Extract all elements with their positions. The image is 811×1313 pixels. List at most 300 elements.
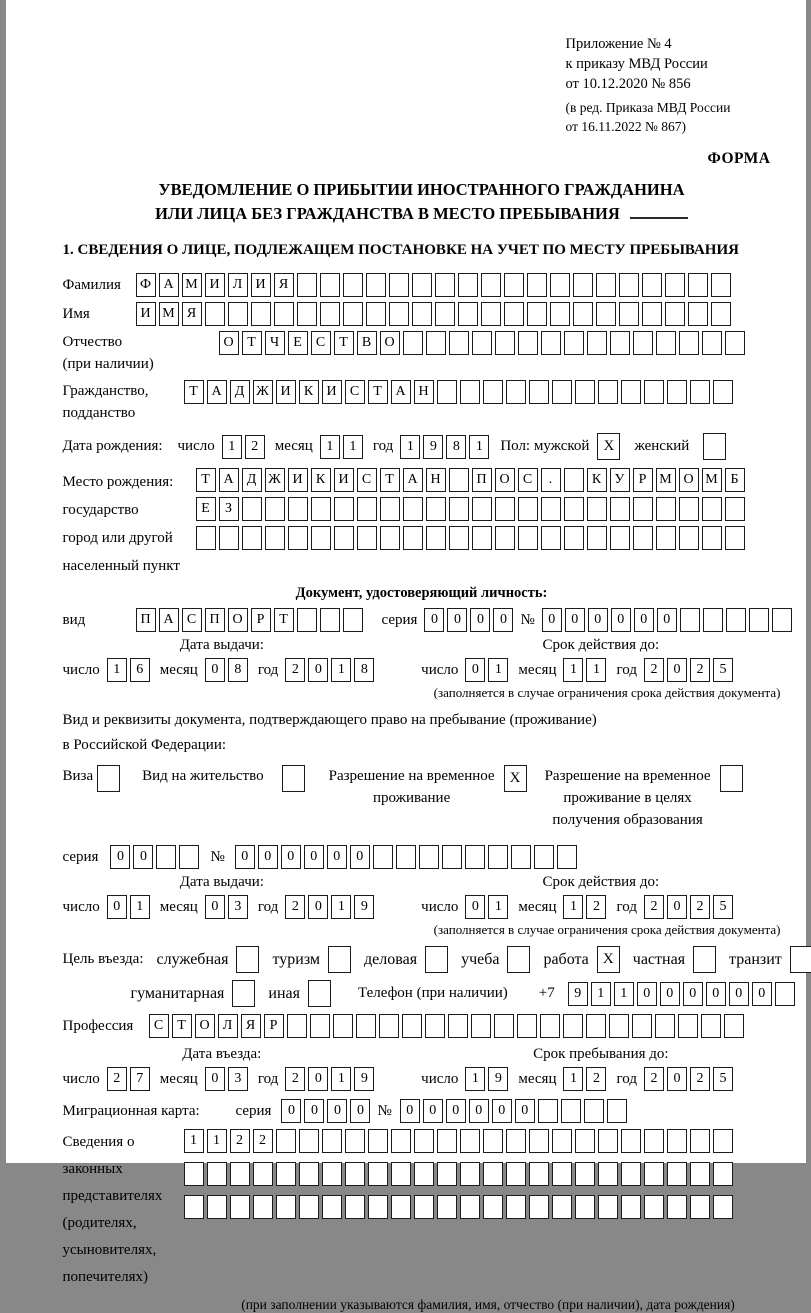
char-cell[interactable]: [656, 497, 676, 521]
char-cell[interactable]: [667, 1129, 687, 1153]
char-cell[interactable]: 1: [222, 435, 242, 459]
char-cell[interactable]: [679, 497, 699, 521]
char-cell[interactable]: [412, 302, 432, 326]
char-cell[interactable]: [506, 380, 526, 404]
char-cell[interactable]: [460, 1162, 480, 1186]
char-cell[interactable]: [495, 497, 515, 521]
char-cell[interactable]: З: [219, 497, 239, 521]
char-cell[interactable]: 0: [706, 982, 726, 1006]
char-cell[interactable]: Л: [228, 273, 248, 297]
char-cell[interactable]: С: [311, 331, 331, 355]
char-cell[interactable]: Т: [196, 468, 216, 492]
char-cell[interactable]: 1: [586, 658, 606, 682]
char-cell[interactable]: [552, 380, 572, 404]
char-cell[interactable]: [494, 1014, 514, 1038]
char-cell[interactable]: [534, 845, 554, 869]
char-cell[interactable]: [437, 1195, 457, 1219]
char-cell[interactable]: [610, 497, 630, 521]
char-cell[interactable]: [701, 1014, 721, 1038]
char-cell[interactable]: [550, 273, 570, 297]
char-cell[interactable]: 1: [469, 435, 489, 459]
char-cell[interactable]: [586, 1014, 606, 1038]
char-cell[interactable]: [366, 302, 386, 326]
char-cell[interactable]: [690, 380, 710, 404]
char-cell[interactable]: [380, 526, 400, 550]
char-cell[interactable]: [561, 1099, 581, 1123]
char-cell[interactable]: [724, 1014, 744, 1038]
char-cell[interactable]: [435, 273, 455, 297]
char-cell[interactable]: [529, 1195, 549, 1219]
char-cell[interactable]: [495, 331, 515, 355]
char-cell[interactable]: А: [219, 468, 239, 492]
char-cell[interactable]: 1: [343, 435, 363, 459]
char-cell[interactable]: [541, 497, 561, 521]
char-cell[interactable]: [621, 1195, 641, 1219]
char-cell[interactable]: [483, 1129, 503, 1153]
char-cell[interactable]: [541, 331, 561, 355]
char-cell[interactable]: 9: [423, 435, 443, 459]
char-cell[interactable]: [506, 1129, 526, 1153]
char-cell[interactable]: 0: [205, 895, 225, 919]
char-cell[interactable]: 1: [400, 435, 420, 459]
char-cell[interactable]: [713, 380, 733, 404]
purpose-other-checkbox[interactable]: [308, 980, 331, 1007]
char-cell[interactable]: 1: [488, 895, 508, 919]
char-cell[interactable]: [242, 526, 262, 550]
char-cell[interactable]: 0: [446, 1099, 466, 1123]
char-cell[interactable]: 9: [354, 1067, 374, 1091]
char-cell[interactable]: [518, 526, 538, 550]
char-cell[interactable]: Р: [264, 1014, 284, 1038]
char-cell[interactable]: [702, 526, 722, 550]
char-cell[interactable]: [449, 526, 469, 550]
char-cell[interactable]: [529, 380, 549, 404]
char-cell[interactable]: Я: [241, 1014, 261, 1038]
char-cell[interactable]: [389, 273, 409, 297]
char-cell[interactable]: 0: [657, 608, 677, 632]
char-cell[interactable]: 2: [644, 1067, 664, 1091]
char-cell[interactable]: 0: [304, 1099, 324, 1123]
char-cell[interactable]: [713, 1129, 733, 1153]
char-cell[interactable]: [518, 497, 538, 521]
char-cell[interactable]: 2: [245, 435, 265, 459]
char-cell[interactable]: К: [587, 468, 607, 492]
char-cell[interactable]: [414, 1195, 434, 1219]
char-cell[interactable]: [322, 1129, 342, 1153]
char-cell[interactable]: [253, 1162, 273, 1186]
char-cell[interactable]: [356, 1014, 376, 1038]
char-cell[interactable]: [426, 497, 446, 521]
char-cell[interactable]: [389, 302, 409, 326]
char-cell[interactable]: [345, 1195, 365, 1219]
char-cell[interactable]: [680, 608, 700, 632]
purpose-transit-checkbox[interactable]: [790, 946, 811, 973]
char-cell[interactable]: [472, 497, 492, 521]
char-cell[interactable]: 0: [470, 608, 490, 632]
char-cell[interactable]: 0: [729, 982, 749, 1006]
purpose-study-checkbox[interactable]: [507, 946, 530, 973]
char-cell[interactable]: 0: [588, 608, 608, 632]
char-cell[interactable]: И: [276, 380, 296, 404]
char-cell[interactable]: [442, 845, 462, 869]
char-cell[interactable]: [311, 526, 331, 550]
char-cell[interactable]: [368, 1162, 388, 1186]
char-cell[interactable]: [529, 1162, 549, 1186]
char-cell[interactable]: 1: [591, 982, 611, 1006]
char-cell[interactable]: К: [311, 468, 331, 492]
char-cell[interactable]: Н: [414, 380, 434, 404]
char-cell[interactable]: 0: [492, 1099, 512, 1123]
char-cell[interactable]: [380, 497, 400, 521]
char-cell[interactable]: [288, 526, 308, 550]
char-cell[interactable]: [504, 302, 524, 326]
char-cell[interactable]: [357, 497, 377, 521]
char-cell[interactable]: [552, 1129, 572, 1153]
char-cell[interactable]: [488, 845, 508, 869]
char-cell[interactable]: [725, 497, 745, 521]
char-cell[interactable]: П: [205, 608, 225, 632]
char-cell[interactable]: Р: [251, 608, 271, 632]
char-cell[interactable]: [621, 1129, 641, 1153]
char-cell[interactable]: [598, 380, 618, 404]
char-cell[interactable]: [619, 302, 639, 326]
char-cell[interactable]: 2: [230, 1129, 250, 1153]
char-cell[interactable]: [276, 1162, 296, 1186]
char-cell[interactable]: [481, 302, 501, 326]
char-cell[interactable]: 0: [308, 658, 328, 682]
char-cell[interactable]: [435, 302, 455, 326]
char-cell[interactable]: С: [345, 380, 365, 404]
char-cell[interactable]: [563, 1014, 583, 1038]
char-cell[interactable]: Б: [725, 468, 745, 492]
char-cell[interactable]: 9: [354, 895, 374, 919]
char-cell[interactable]: 1: [563, 895, 583, 919]
char-cell[interactable]: [541, 526, 561, 550]
char-cell[interactable]: П: [472, 468, 492, 492]
char-cell[interactable]: 1: [465, 1067, 485, 1091]
char-cell[interactable]: [598, 1195, 618, 1219]
residence-permit-checkbox[interactable]: [282, 765, 305, 792]
char-cell[interactable]: [334, 497, 354, 521]
char-cell[interactable]: [437, 1162, 457, 1186]
char-cell[interactable]: [299, 1162, 319, 1186]
char-cell[interactable]: И: [334, 468, 354, 492]
char-cell[interactable]: И: [322, 380, 342, 404]
char-cell[interactable]: [633, 526, 653, 550]
char-cell[interactable]: А: [159, 273, 179, 297]
char-cell[interactable]: О: [495, 468, 515, 492]
char-cell[interactable]: 2: [644, 895, 664, 919]
char-cell[interactable]: [655, 1014, 675, 1038]
char-cell[interactable]: [460, 1129, 480, 1153]
char-cell[interactable]: [391, 1129, 411, 1153]
char-cell[interactable]: [725, 331, 745, 355]
char-cell[interactable]: [573, 302, 593, 326]
char-cell[interactable]: [621, 1162, 641, 1186]
char-cell[interactable]: 0: [660, 982, 680, 1006]
char-cell[interactable]: 1: [130, 895, 150, 919]
char-cell[interactable]: [449, 497, 469, 521]
char-cell[interactable]: [483, 1195, 503, 1219]
char-cell[interactable]: [598, 1129, 618, 1153]
char-cell[interactable]: [644, 380, 664, 404]
char-cell[interactable]: [425, 1014, 445, 1038]
char-cell[interactable]: [403, 331, 423, 355]
char-cell[interactable]: [396, 845, 416, 869]
char-cell[interactable]: 9: [568, 982, 588, 1006]
char-cell[interactable]: 0: [327, 1099, 347, 1123]
char-cell[interactable]: 0: [465, 658, 485, 682]
char-cell[interactable]: [607, 1099, 627, 1123]
char-cell[interactable]: 1: [331, 1067, 351, 1091]
char-cell[interactable]: [679, 526, 699, 550]
char-cell[interactable]: 2: [690, 658, 710, 682]
char-cell[interactable]: 7: [130, 1067, 150, 1091]
char-cell[interactable]: О: [195, 1014, 215, 1038]
char-cell[interactable]: 2: [285, 658, 305, 682]
char-cell[interactable]: И: [205, 273, 225, 297]
char-cell[interactable]: [632, 1014, 652, 1038]
char-cell[interactable]: [334, 526, 354, 550]
char-cell[interactable]: 0: [667, 1067, 687, 1091]
char-cell[interactable]: [320, 302, 340, 326]
char-cell[interactable]: [665, 273, 685, 297]
char-cell[interactable]: [368, 1195, 388, 1219]
char-cell[interactable]: И: [288, 468, 308, 492]
temp-residence-education-checkbox[interactable]: [720, 765, 743, 792]
char-cell[interactable]: [471, 1014, 491, 1038]
char-cell[interactable]: П: [136, 608, 156, 632]
char-cell[interactable]: [357, 526, 377, 550]
char-cell[interactable]: [564, 526, 584, 550]
char-cell[interactable]: [196, 526, 216, 550]
sex-male-checkbox[interactable]: X: [597, 433, 620, 460]
char-cell[interactable]: [322, 1195, 342, 1219]
char-cell[interactable]: [458, 273, 478, 297]
char-cell[interactable]: Т: [242, 331, 262, 355]
char-cell[interactable]: 2: [586, 1067, 606, 1091]
char-cell[interactable]: [517, 1014, 537, 1038]
char-cell[interactable]: [598, 1162, 618, 1186]
char-cell[interactable]: 2: [253, 1129, 273, 1153]
char-cell[interactable]: 0: [350, 845, 370, 869]
char-cell[interactable]: Е: [288, 331, 308, 355]
char-cell[interactable]: [587, 331, 607, 355]
char-cell[interactable]: 0: [542, 608, 562, 632]
char-cell[interactable]: [610, 526, 630, 550]
char-cell[interactable]: [557, 845, 577, 869]
char-cell[interactable]: [297, 302, 317, 326]
visa-checkbox[interactable]: [97, 765, 120, 792]
char-cell[interactable]: [552, 1162, 572, 1186]
char-cell[interactable]: [230, 1195, 250, 1219]
char-cell[interactable]: Ж: [265, 468, 285, 492]
char-cell[interactable]: [437, 380, 457, 404]
char-cell[interactable]: С: [149, 1014, 169, 1038]
char-cell[interactable]: [205, 302, 225, 326]
char-cell[interactable]: Р: [633, 468, 653, 492]
char-cell[interactable]: Я: [182, 302, 202, 326]
char-cell[interactable]: А: [159, 608, 179, 632]
char-cell[interactable]: 5: [713, 895, 733, 919]
char-cell[interactable]: [703, 608, 723, 632]
char-cell[interactable]: И: [251, 273, 271, 297]
char-cell[interactable]: Ф: [136, 273, 156, 297]
char-cell[interactable]: [287, 1014, 307, 1038]
char-cell[interactable]: 0: [752, 982, 772, 1006]
char-cell[interactable]: 0: [110, 845, 130, 869]
char-cell[interactable]: 0: [683, 982, 703, 1006]
char-cell[interactable]: 0: [447, 608, 467, 632]
char-cell[interactable]: [458, 302, 478, 326]
char-cell[interactable]: [230, 1162, 250, 1186]
char-cell[interactable]: [679, 331, 699, 355]
char-cell[interactable]: [702, 497, 722, 521]
char-cell[interactable]: 5: [713, 1067, 733, 1091]
char-cell[interactable]: [678, 1014, 698, 1038]
char-cell[interactable]: С: [518, 468, 538, 492]
char-cell[interactable]: [449, 331, 469, 355]
char-cell[interactable]: 0: [205, 1067, 225, 1091]
char-cell[interactable]: [320, 608, 340, 632]
char-cell[interactable]: Ч: [265, 331, 285, 355]
char-cell[interactable]: [642, 302, 662, 326]
char-cell[interactable]: 8: [446, 435, 466, 459]
char-cell[interactable]: К: [299, 380, 319, 404]
char-cell[interactable]: [690, 1195, 710, 1219]
char-cell[interactable]: 2: [644, 658, 664, 682]
char-cell[interactable]: [725, 526, 745, 550]
char-cell[interactable]: 0: [205, 658, 225, 682]
sex-female-checkbox[interactable]: [703, 433, 726, 460]
char-cell[interactable]: М: [702, 468, 722, 492]
char-cell[interactable]: [633, 497, 653, 521]
char-cell[interactable]: Т: [184, 380, 204, 404]
char-cell[interactable]: 0: [637, 982, 657, 1006]
char-cell[interactable]: 2: [690, 1067, 710, 1091]
char-cell[interactable]: 6: [130, 658, 150, 682]
char-cell[interactable]: [552, 1195, 572, 1219]
char-cell[interactable]: Е: [196, 497, 216, 521]
char-cell[interactable]: 3: [228, 1067, 248, 1091]
char-cell[interactable]: [276, 1129, 296, 1153]
char-cell[interactable]: [426, 526, 446, 550]
char-cell[interactable]: О: [228, 608, 248, 632]
char-cell[interactable]: [587, 497, 607, 521]
char-cell[interactable]: [391, 1195, 411, 1219]
char-cell[interactable]: [320, 273, 340, 297]
char-cell[interactable]: [575, 1195, 595, 1219]
char-cell[interactable]: [483, 380, 503, 404]
char-cell[interactable]: 8: [354, 658, 374, 682]
char-cell[interactable]: [345, 1162, 365, 1186]
char-cell[interactable]: [274, 302, 294, 326]
char-cell[interactable]: 0: [400, 1099, 420, 1123]
char-cell[interactable]: [343, 302, 363, 326]
char-cell[interactable]: 0: [493, 608, 513, 632]
char-cell[interactable]: 1: [207, 1129, 227, 1153]
char-cell[interactable]: [228, 302, 248, 326]
char-cell[interactable]: .: [541, 468, 561, 492]
purpose-humanitarian-checkbox[interactable]: [232, 980, 255, 1007]
char-cell[interactable]: 1: [488, 658, 508, 682]
char-cell[interactable]: 1: [107, 658, 127, 682]
char-cell[interactable]: 1: [614, 982, 634, 1006]
char-cell[interactable]: 9: [488, 1067, 508, 1091]
char-cell[interactable]: [656, 526, 676, 550]
char-cell[interactable]: [403, 497, 423, 521]
char-cell[interactable]: [343, 608, 363, 632]
char-cell[interactable]: [345, 1129, 365, 1153]
char-cell[interactable]: [299, 1129, 319, 1153]
char-cell[interactable]: [402, 1014, 422, 1038]
char-cell[interactable]: М: [656, 468, 676, 492]
char-cell[interactable]: [412, 273, 432, 297]
char-cell[interactable]: 0: [634, 608, 654, 632]
char-cell[interactable]: Т: [368, 380, 388, 404]
char-cell[interactable]: [667, 1162, 687, 1186]
char-cell[interactable]: [511, 845, 531, 869]
char-cell[interactable]: [253, 1195, 273, 1219]
char-cell[interactable]: 0: [424, 608, 444, 632]
char-cell[interactable]: [506, 1195, 526, 1219]
char-cell[interactable]: 0: [515, 1099, 535, 1123]
char-cell[interactable]: [667, 1195, 687, 1219]
char-cell[interactable]: Т: [274, 608, 294, 632]
char-cell[interactable]: 0: [465, 895, 485, 919]
char-cell[interactable]: [644, 1162, 664, 1186]
char-cell[interactable]: 0: [327, 845, 347, 869]
char-cell[interactable]: Н: [426, 468, 446, 492]
char-cell[interactable]: [297, 608, 317, 632]
char-cell[interactable]: [667, 380, 687, 404]
char-cell[interactable]: [311, 497, 331, 521]
char-cell[interactable]: [644, 1195, 664, 1219]
char-cell[interactable]: 0: [235, 845, 255, 869]
char-cell[interactable]: [656, 331, 676, 355]
char-cell[interactable]: [506, 1162, 526, 1186]
char-cell[interactable]: [633, 331, 653, 355]
char-cell[interactable]: [276, 1195, 296, 1219]
char-cell[interactable]: [448, 1014, 468, 1038]
char-cell[interactable]: [749, 608, 769, 632]
char-cell[interactable]: [366, 273, 386, 297]
char-cell[interactable]: [481, 273, 501, 297]
char-cell[interactable]: [219, 526, 239, 550]
char-cell[interactable]: [527, 273, 547, 297]
char-cell[interactable]: [713, 1195, 733, 1219]
char-cell[interactable]: 2: [285, 1067, 305, 1091]
char-cell[interactable]: [373, 845, 393, 869]
char-cell[interactable]: 0: [258, 845, 278, 869]
char-cell[interactable]: [179, 845, 199, 869]
char-cell[interactable]: [465, 845, 485, 869]
char-cell[interactable]: [540, 1014, 560, 1038]
char-cell[interactable]: [621, 380, 641, 404]
char-cell[interactable]: [726, 608, 746, 632]
char-cell[interactable]: [391, 1162, 411, 1186]
char-cell[interactable]: 0: [423, 1099, 443, 1123]
char-cell[interactable]: 0: [308, 895, 328, 919]
char-cell[interactable]: [333, 1014, 353, 1038]
char-cell[interactable]: [460, 1195, 480, 1219]
char-cell[interactable]: [527, 302, 547, 326]
char-cell[interactable]: [251, 302, 271, 326]
char-cell[interactable]: [437, 1129, 457, 1153]
char-cell[interactable]: [688, 273, 708, 297]
char-cell[interactable]: А: [391, 380, 411, 404]
char-cell[interactable]: [596, 302, 616, 326]
